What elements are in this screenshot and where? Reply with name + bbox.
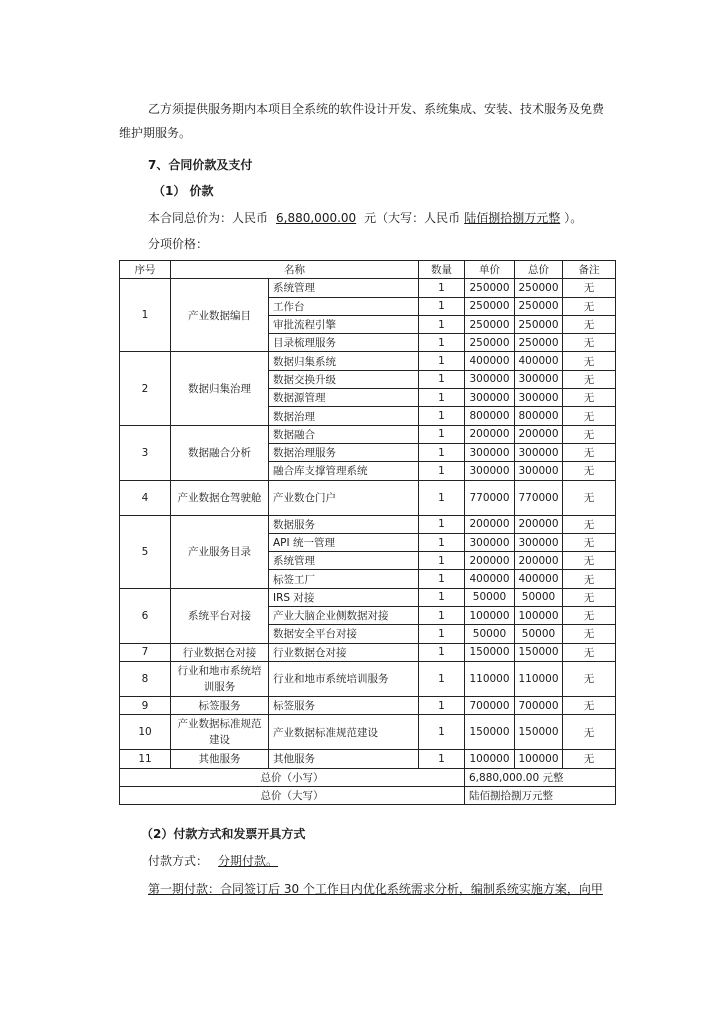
item-remark: 无 xyxy=(563,407,616,425)
group-name: 数据归集治理 xyxy=(171,352,269,425)
group-name: 标签服务 xyxy=(171,696,269,714)
item-qty: 1 xyxy=(419,661,465,696)
item-total: 250000 xyxy=(515,297,563,315)
item-total: 300000 xyxy=(515,389,563,407)
item-remark: 无 xyxy=(563,334,616,352)
item-name: 其他服务 xyxy=(269,750,419,768)
item-remark: 无 xyxy=(563,533,616,551)
item-name: 目录梳理服务 xyxy=(269,334,419,352)
item-total: 200000 xyxy=(515,425,563,443)
item-unit-price: 200000 xyxy=(465,425,515,443)
item-name: 数据源管理 xyxy=(269,389,419,407)
table-body xyxy=(120,279,616,768)
table-row xyxy=(120,425,616,443)
total-prefix: 本合同总价为：人民币 xyxy=(148,211,269,225)
item-unit-price: 250000 xyxy=(465,315,515,333)
item-remark: 无 xyxy=(563,588,616,606)
table-row xyxy=(120,352,616,370)
total-small-row xyxy=(120,768,616,786)
contract-total-line xyxy=(148,210,582,226)
item-total: 800000 xyxy=(515,407,563,425)
table-row xyxy=(120,588,616,606)
item-unit-price: 770000 xyxy=(465,480,515,515)
intro-line-2: 维护期服务。 xyxy=(119,126,192,140)
total-amount: 6,880,000.00 xyxy=(276,211,357,225)
item-qty: 1 xyxy=(419,643,465,661)
item-name: IRS 对接 xyxy=(269,588,419,606)
item-total: 150000 xyxy=(515,715,563,750)
item-name: 标签工厂 xyxy=(269,570,419,588)
header-no: 序号 xyxy=(120,261,171,279)
item-total: 250000 xyxy=(515,279,563,297)
item-remark: 无 xyxy=(563,389,616,407)
table-row xyxy=(120,661,616,696)
item-qty: 1 xyxy=(419,370,465,388)
item-qty: 1 xyxy=(419,279,465,297)
group-name: 行业和地市系统培训服务 xyxy=(171,661,269,696)
price-table xyxy=(119,260,616,805)
item-total: 250000 xyxy=(515,315,563,333)
item-remark: 无 xyxy=(563,750,616,768)
item-unit-price: 200000 xyxy=(465,515,515,533)
item-total: 100000 xyxy=(515,750,563,768)
item-remark: 无 xyxy=(563,279,616,297)
item-remark: 无 xyxy=(563,643,616,661)
first-payment-text: 合同签订后 30 个工作日内优化系统需求分析，编制系统实施方案，向甲 xyxy=(220,882,603,896)
item-total: 300000 xyxy=(515,370,563,388)
item-remark: 无 xyxy=(563,696,616,714)
table-row xyxy=(120,696,616,714)
first-payment-label: 第一期付款： xyxy=(148,882,221,896)
item-name: 数据融合 xyxy=(269,425,419,443)
group-name: 数据融合分析 xyxy=(171,425,269,480)
group-name: 其他服务 xyxy=(171,750,269,768)
total-mid: 元（大写：人民币 xyxy=(364,211,461,225)
group-number: 9 xyxy=(120,696,171,714)
group-number: 6 xyxy=(120,588,171,643)
total-words: 陆佰捌拾捌万元整 xyxy=(464,211,561,225)
group-name: 产业数据仓驾驶舱 xyxy=(171,480,269,515)
section-7-heading: 7、合同价款及支付 xyxy=(148,158,253,172)
item-name: 数据归集系统 xyxy=(269,352,419,370)
item-qty: 1 xyxy=(419,407,465,425)
group-number: 3 xyxy=(120,425,171,480)
item-remark: 无 xyxy=(563,462,616,480)
table-row xyxy=(120,279,616,297)
header-name: 名称 xyxy=(171,261,419,279)
item-qty: 1 xyxy=(419,334,465,352)
total-small-label: 总价（小写） xyxy=(120,768,465,786)
header-total: 总价 xyxy=(515,261,563,279)
item-name: 审批流程引擎 xyxy=(269,315,419,333)
item-unit-price: 300000 xyxy=(465,462,515,480)
header-qty: 数量 xyxy=(419,261,465,279)
item-name: 数据服务 xyxy=(269,515,419,533)
group-number: 4 xyxy=(120,480,171,515)
item-name: 数据安全平台对接 xyxy=(269,625,419,643)
item-remark: 无 xyxy=(563,297,616,315)
table-row xyxy=(120,515,616,533)
item-qty: 1 xyxy=(419,462,465,480)
item-total: 200000 xyxy=(515,552,563,570)
item-qty: 1 xyxy=(419,352,465,370)
item-name: 工作台 xyxy=(269,297,419,315)
item-qty: 1 xyxy=(419,552,465,570)
item-qty: 1 xyxy=(419,480,465,515)
item-qty: 1 xyxy=(419,425,465,443)
item-qty: 1 xyxy=(419,588,465,606)
payment-method-value: 分期付款。 xyxy=(218,854,279,868)
item-unit-price: 300000 xyxy=(465,443,515,461)
total-suffix: ）。 xyxy=(564,211,583,225)
item-qty: 1 xyxy=(419,607,465,625)
item-remark: 无 xyxy=(563,443,616,461)
payment-method-label: 付款方式： xyxy=(148,854,209,868)
first-payment-line xyxy=(148,881,603,897)
group-number: 7 xyxy=(120,643,171,661)
item-qty: 1 xyxy=(419,297,465,315)
item-name: 产业数据标准规范建设 xyxy=(269,715,419,750)
payment-method-line xyxy=(148,853,278,869)
group-name: 产业服务目录 xyxy=(171,515,269,588)
item-qty: 1 xyxy=(419,515,465,533)
item-unit-price: 400000 xyxy=(465,570,515,588)
item-remark: 无 xyxy=(563,715,616,750)
item-total: 300000 xyxy=(515,533,563,551)
item-name: 产业数仓门户 xyxy=(269,480,419,515)
group-number: 8 xyxy=(120,661,171,696)
item-total: 400000 xyxy=(515,352,563,370)
item-total: 100000 xyxy=(515,607,563,625)
item-total: 200000 xyxy=(515,515,563,533)
intro-line-1: 乙方须提供服务期内本项目全系统的软件设计开发、系统集成、安装、技术服务及免费 xyxy=(148,102,605,116)
itemized-label: 分项价格： xyxy=(148,237,209,251)
item-qty: 1 xyxy=(419,715,465,750)
payment-heading: （2）付款方式和发票开具方式 xyxy=(141,827,306,841)
group-name: 产业数据标准规范建设 xyxy=(171,715,269,750)
header-remark: 备注 xyxy=(563,261,616,279)
item-remark: 无 xyxy=(563,425,616,443)
item-remark: 无 xyxy=(563,352,616,370)
item-total: 150000 xyxy=(515,643,563,661)
total-big-label: 总价（大写） xyxy=(120,786,465,804)
item-unit-price: 300000 xyxy=(465,533,515,551)
total-small-value: 6,880,000.00 元整 xyxy=(465,768,616,786)
item-remark: 无 xyxy=(563,607,616,625)
item-unit-price: 250000 xyxy=(465,334,515,352)
header-unit-price: 单价 xyxy=(465,261,515,279)
item-unit-price: 110000 xyxy=(465,661,515,696)
item-total: 700000 xyxy=(515,696,563,714)
item-name: 行业和地市系统培训服务 xyxy=(269,661,419,696)
item-unit-price: 300000 xyxy=(465,370,515,388)
item-qty: 1 xyxy=(419,443,465,461)
item-name: 数据治理服务 xyxy=(269,443,419,461)
item-unit-price: 100000 xyxy=(465,607,515,625)
subsection-price-heading: （1） 价款 xyxy=(153,184,214,198)
item-total: 50000 xyxy=(515,625,563,643)
item-total: 770000 xyxy=(515,480,563,515)
item-total: 110000 xyxy=(515,661,563,696)
item-remark: 无 xyxy=(563,515,616,533)
table-row xyxy=(120,750,616,768)
item-unit-price: 50000 xyxy=(465,625,515,643)
item-remark: 无 xyxy=(563,370,616,388)
item-unit-price: 150000 xyxy=(465,715,515,750)
group-number: 11 xyxy=(120,750,171,768)
group-number: 5 xyxy=(120,515,171,588)
table-row xyxy=(120,643,616,661)
item-unit-price: 100000 xyxy=(465,750,515,768)
total-big-row xyxy=(120,786,616,804)
item-name: 系统管理 xyxy=(269,279,419,297)
item-unit-price: 150000 xyxy=(465,643,515,661)
item-qty: 1 xyxy=(419,625,465,643)
item-name: 产业大脑企业侧数据对接 xyxy=(269,607,419,625)
item-remark: 无 xyxy=(563,625,616,643)
table-row xyxy=(120,715,616,750)
group-number: 2 xyxy=(120,352,171,425)
table-header-row xyxy=(120,261,616,279)
item-remark: 无 xyxy=(563,552,616,570)
item-remark: 无 xyxy=(563,570,616,588)
item-total: 250000 xyxy=(515,334,563,352)
item-unit-price: 50000 xyxy=(465,588,515,606)
item-qty: 1 xyxy=(419,570,465,588)
item-qty: 1 xyxy=(419,315,465,333)
item-qty: 1 xyxy=(419,750,465,768)
item-unit-price: 700000 xyxy=(465,696,515,714)
total-big-value: 陆佰捌拾捌万元整 xyxy=(465,786,616,804)
item-qty: 1 xyxy=(419,533,465,551)
item-name: 系统管理 xyxy=(269,552,419,570)
item-name: 数据治理 xyxy=(269,407,419,425)
item-unit-price: 250000 xyxy=(465,297,515,315)
item-total: 300000 xyxy=(515,462,563,480)
item-name: 行业数据仓对接 xyxy=(269,643,419,661)
item-remark: 无 xyxy=(563,480,616,515)
item-remark: 无 xyxy=(563,661,616,696)
item-unit-price: 300000 xyxy=(465,389,515,407)
item-unit-price: 250000 xyxy=(465,279,515,297)
group-name: 行业数据仓对接 xyxy=(171,643,269,661)
group-number: 1 xyxy=(120,279,171,352)
item-remark: 无 xyxy=(563,315,616,333)
item-name: API 统一管理 xyxy=(269,533,419,551)
item-total: 300000 xyxy=(515,443,563,461)
group-number: 10 xyxy=(120,715,171,750)
item-name: 数据交换升级 xyxy=(269,370,419,388)
group-name: 产业数据编目 xyxy=(171,279,269,352)
item-total: 400000 xyxy=(515,570,563,588)
item-unit-price: 400000 xyxy=(465,352,515,370)
group-name: 系统平台对接 xyxy=(171,588,269,643)
item-unit-price: 200000 xyxy=(465,552,515,570)
item-total: 50000 xyxy=(515,588,563,606)
item-name: 融合库支撑管理系统 xyxy=(269,462,419,480)
item-name: 标签服务 xyxy=(269,696,419,714)
item-unit-price: 800000 xyxy=(465,407,515,425)
item-qty: 1 xyxy=(419,696,465,714)
item-qty: 1 xyxy=(419,389,465,407)
table-row xyxy=(120,480,616,515)
